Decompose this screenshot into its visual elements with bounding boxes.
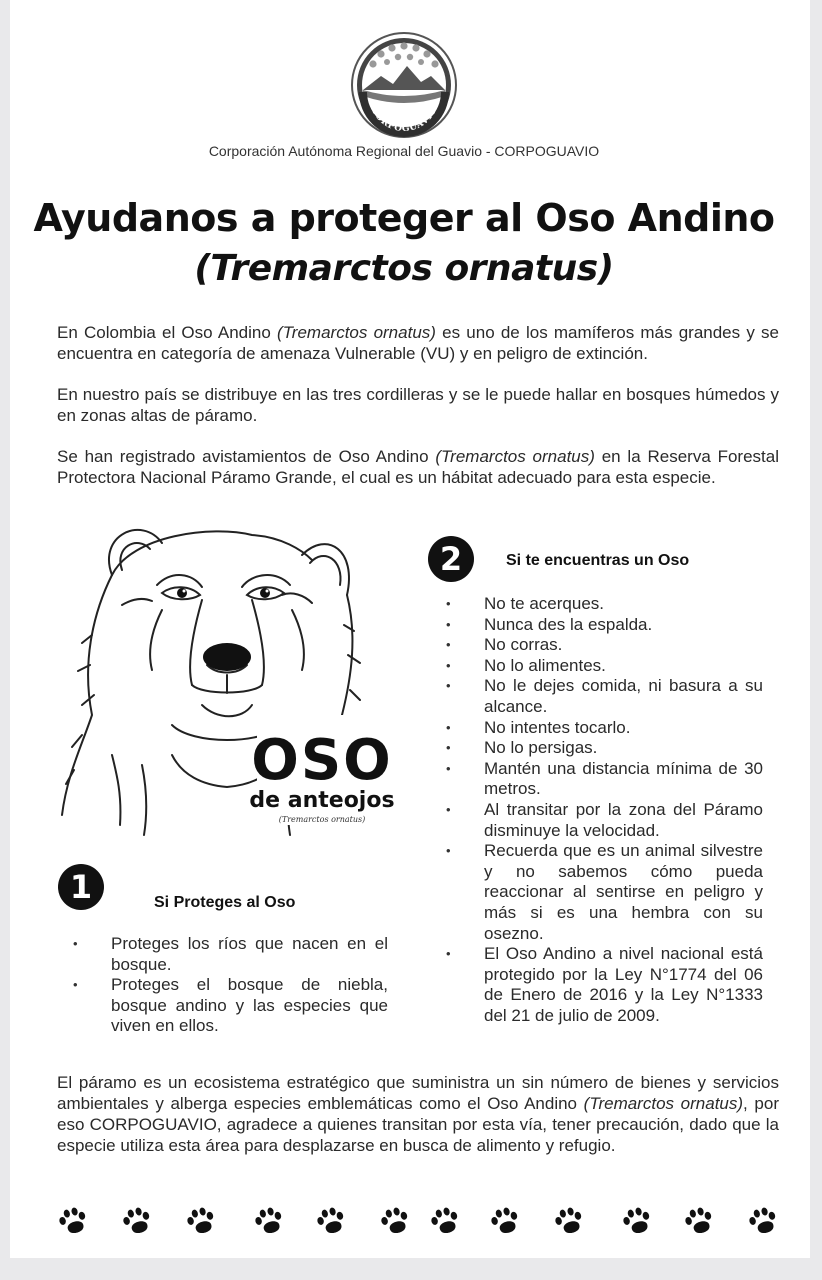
section-2-number-badge: 2 bbox=[428, 536, 474, 582]
section-1-list-item bbox=[73, 934, 388, 975]
section-2-list-item-text: No corras. bbox=[484, 635, 563, 655]
paw-print-icon bbox=[553, 1205, 585, 1235]
section-1-heading: Si Proteges al Oso bbox=[154, 894, 296, 911]
page-title: Ayudanos a proteger al Oso Andino bbox=[33, 196, 775, 240]
paw-print-icon bbox=[683, 1205, 715, 1235]
section-2-list bbox=[446, 594, 763, 1026]
paw-print-icon bbox=[185, 1205, 217, 1235]
paw-print-icon bbox=[315, 1205, 347, 1235]
bullet-icon: • bbox=[446, 946, 451, 962]
section-2-list-item bbox=[446, 944, 763, 1026]
intro-paragraph-3: Se han registrado avistamientos de Oso Andino (Tremarctos ornatus) en la Reserva Forestal Protectora Nacional Páramo Grande, el cual es un hábitat adecuado para esta especie. bbox=[57, 447, 779, 487]
paw-print-icon bbox=[121, 1205, 153, 1235]
bullet-icon: • bbox=[446, 740, 451, 756]
section-1-list-item-text: Proteges el bosque de niebla, bosque andino y las especies que viven en ellos. bbox=[111, 975, 388, 1036]
section-2-list-item bbox=[446, 841, 763, 944]
paw-print-icon bbox=[379, 1205, 411, 1235]
corpoguavio-logo bbox=[349, 30, 459, 140]
paw-print-icon bbox=[489, 1205, 521, 1235]
bullet-icon: • bbox=[446, 760, 451, 776]
bullet-icon: • bbox=[446, 637, 451, 653]
section-1-number-badge: 1 bbox=[58, 864, 104, 910]
section-2-list-item bbox=[446, 655, 763, 677]
section-2-list-item bbox=[446, 717, 763, 739]
section-2-list-item-text: No lo alimentes. bbox=[484, 655, 606, 675]
paw-print-icon bbox=[747, 1205, 779, 1235]
spectacled-bear-illustration bbox=[52, 515, 402, 840]
section-2-list-item-text: No lo persigas. bbox=[484, 738, 598, 758]
section-2-list-item-text: No intentes tocarlo. bbox=[484, 717, 631, 737]
paw-print-icon bbox=[253, 1205, 285, 1235]
organization-name: Corporación Autónoma Regional del Guavio - CORPOGUAVIO bbox=[208, 143, 600, 159]
illustration-word-oso: OSO bbox=[251, 728, 393, 793]
section-1-list-item bbox=[73, 975, 388, 1037]
section-1-list bbox=[73, 934, 388, 1037]
section-2-list-item bbox=[446, 594, 763, 615]
section-2-list-item bbox=[446, 738, 763, 759]
section-2-heading: Si te encuentras un Oso bbox=[506, 552, 690, 569]
bullet-icon: • bbox=[73, 936, 78, 951]
logo-text: CORPOGUAVIO bbox=[368, 105, 440, 135]
section-1-list-item-text: Proteges los ríos que nacen en el bosque. bbox=[111, 934, 388, 974]
section-2-list-item bbox=[446, 758, 763, 800]
section-2-list-item-text: Al transitar por la zona del Páramo disminuye la velocidad. bbox=[484, 799, 763, 840]
illustration-word-anteojos: de anteojos bbox=[249, 788, 395, 813]
paw-print-icon bbox=[429, 1205, 461, 1235]
bullet-icon: • bbox=[446, 801, 451, 817]
paw-print-icon bbox=[621, 1205, 653, 1235]
section-2-list-item-text: No te acerques. bbox=[484, 594, 605, 613]
section-2-list-item-text: Recuerda que es un animal silvestre y no sabemos cómo pueda reaccionar al sentirse en peligro y más si es una hembra con su osezno. bbox=[484, 841, 763, 943]
section-2-list-item bbox=[446, 676, 763, 717]
section-2-list-item bbox=[446, 635, 763, 656]
bullet-icon: • bbox=[446, 657, 451, 673]
paw-prints-row bbox=[56, 1203, 786, 1235]
footer-paragraph: El páramo es un ecosistema estratégico que suministra un sin número de bienes y servicios ambientales y alberga especies emblemáticas como el Oso Andino (Tremarctos ornatus), por eso CORPOGUAVIO, agradece a quienes transitan por esta vía, tener precaución, dado que la especie utiliza esta área para desplazarse en busca de alimento y refugio. bbox=[57, 1073, 779, 1155]
paw-print-icon bbox=[57, 1205, 89, 1235]
bullet-icon: • bbox=[446, 678, 451, 694]
page-subtitle: (Tremarctos ornatus) bbox=[194, 248, 614, 289]
section-2-list-item-text: Nunca des la espalda. bbox=[484, 614, 653, 634]
illustration-caption: (Tremarctos ornatus) bbox=[278, 815, 366, 824]
intro-paragraph-1: En Colombia el Oso Andino (Tremarctos ornatus) es uno de los mamíferos más grandes y se encuentra en categoría de amenaza Vulnerable (VU) y en peligro de extinción. bbox=[57, 323, 779, 363]
section-2-list-item bbox=[446, 614, 763, 636]
intro-paragraph-2: En nuestro país se distribuye en las tres cordilleras y se le puede hallar en bosques húmedos y en zonas altas de páramo. bbox=[57, 385, 779, 425]
bullet-icon: • bbox=[446, 843, 451, 859]
section-2-list-item bbox=[446, 799, 763, 841]
bullet-icon: • bbox=[73, 977, 78, 993]
section-2-list-item-text: El Oso Andino a nivel nacional está protegido por la Ley N°1774 del 06 de Enero de 2016 y la Ley N°1333 del 21 de julio de 2009. bbox=[484, 944, 763, 1025]
bullet-icon: • bbox=[446, 596, 451, 611]
section-2-list-item-text: Mantén una distancia mínima de 30 metros. bbox=[484, 758, 763, 799]
bullet-icon: • bbox=[446, 719, 451, 735]
section-2-list-item-text: No le dejes comida, ni basura a su alcance. bbox=[484, 676, 763, 716]
bullet-icon: • bbox=[446, 616, 451, 632]
